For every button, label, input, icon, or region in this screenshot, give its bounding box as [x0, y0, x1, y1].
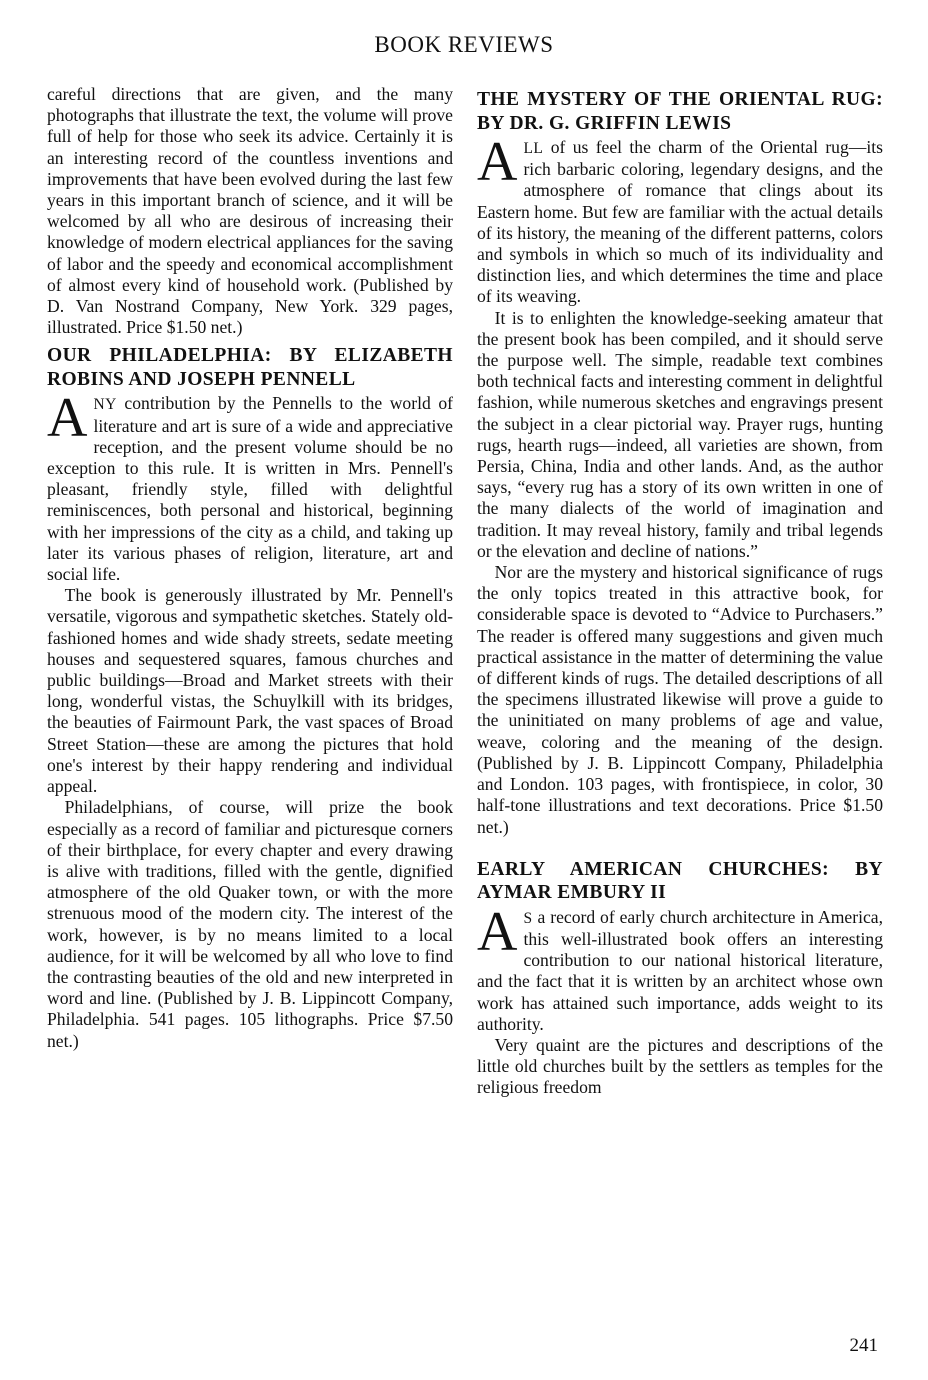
review-paragraph: It is to enlighten the knowledge-seeking amateur that the present book has been compiled, and it should serve the purpose well. The simple, readable text combines both technical facts and interesting comment in delightful fashion, while numerous sketches and engravings present the subject in a clear pictorial way. Prayer rugs, hunting rugs, hearth rugs—indeed, all varieties are shown, from Persia, China, India and other lands. And, as the author says, “every rug has a story of its own written in one of the many dialects of the world of imagination and tradition. It may reveal history, family and tribal legends or the elevation and decline of nations.” — [477, 307, 884, 561]
right-column — [477, 84, 883, 1099]
review-first-paragraph — [477, 131, 883, 308]
drop-cap: A — [477, 900, 518, 963]
left-column — [47, 84, 453, 1052]
running-head: BOOK REVIEWS — [374, 32, 554, 57]
review-our-philadelphia — [47, 344, 453, 1051]
drop-cap-continuation: LL — [523, 140, 544, 157]
review-title: THE MYSTERY OF THE ORIENTAL RUG: BY DR. G. GRIFFIN LEWIS — [477, 89, 883, 134]
review-first-paragraph — [47, 387, 453, 585]
drop-cap-continuation: S — [523, 909, 533, 927]
page-number: 241 — [849, 1335, 878, 1356]
review-paragraph: Very quaint are the pictures and descriptions of the little old churches built by the settlers as temples for the religious freedom — [477, 1034, 883, 1098]
first-paragraph-text: of us feel the charm of the Oriental rug—its rich barbaric coloring, legendary designs, and the atmosphere of romance that clings about its Eastern home. But few are familiar with the actual details of its history, the meaning of the different patterns, colors and symbols in which so much of its individuality and distinction lies, and which determines the time and place of its weaving. — [477, 137, 883, 307]
review-title: EARLY AMERICAN CHURCHES: BY AYMAR EMBURY II — [477, 858, 883, 904]
first-paragraph-text: a record of early church architecture in America, this well-illustrated book offers an interesting contribution to our national historical literature, and the fact that it is written by an architect whose own work has attained such importance, adds weight to its authority. — [477, 906, 883, 1034]
review-paragraph: Philadelphians, of course, will prize the book especially as a record of familiar and picturesque corners of their birthplace, for every chapter and every drawing is alive with traditions, filled with the gentle, dignified atmosphere of the old Quaker town, or with the more strenuous mood of the modern city. The interest of the work, however, is by no means limited to a local audience, for it will be welcomed by all who love to find the contrasting beauties of the old and new interpreted in word and line. (Published by J. B. Lippincott Company, Philadelphia. 541 pages. 105 lithographs. Price $7.50 net.) — [47, 797, 453, 1051]
review-paragraph: Nor are the mystery and historical significance of rugs the only topics treated in this attractive book, for considerable space is devoted to “Advice to Purchasers.” The reader is offered many suggestions and given much practical assistance in the matter of determining the value of different kinds of rugs. The detailed descriptions of all the specimens illustrated likewise will prove a guide to the uninitiated on many problems of age and value, weave, coloring and the meaning of the design. (Published by J. B. Lippincott Company, Philadelphia and London. 103 pages, with frontispiece, in color, 30 half-tone illustrations and text decorations. Price $1.50 net.) — [477, 562, 883, 837]
review-oriental-rug — [477, 88, 883, 838]
continued-review-text: careful directions that are given, and the many photographs that illustrate the text, the volume will prove full of help for those who seek its advice. Certainly it is an interesting record of the countless inventions and improvements that have been evolved during the last few years in this important branch of science, and it will be welcomed by all who are desirous of increasing their knowledge of modern electrical appliances for the saving of labor and the speedy and economical accomplishment of almost every kind of household work. (Published by D. Van Nostrand Company, New York. 329 pages, illustrated. Price $1.50 net.) — [47, 84, 453, 338]
drop-cap: A — [47, 387, 88, 450]
first-paragraph-text: contribution by the Pennells to the world of literature and art is sure of a wide and appreciative reception, and the present volume should be no exception to this rule. It is written in Mrs. Pennell's pleasant, friendly style, filled with delightful reminiscences, both personal and historical, beginning with her impressions of the city as a child, and taking up later its various phases of religion, literature, art and social life. — [47, 393, 453, 585]
review-title: OUR PHILADELPHIA: BY ELIZABETH ROBINS AND JOSEPH PENNELL — [47, 345, 453, 390]
review-paragraph: The book is generously illustrated by Mr. Pennell's versatile, vigorous and sympathetic sketches. Stately old-fashioned homes and wide shady streets, sedate meeting houses and sequestered squares, famous churches and public buildings—Broad and Market streets with their long, wonderful vistas, the Schuylkill with its bridges, the beauties of Fairmount Park, the vast spaces of Broad Street Station—these are among the pictures that hold one's interest by their happy rendering and individual appeal. — [47, 585, 453, 797]
drop-cap: A — [477, 131, 518, 193]
review-first-paragraph — [477, 900, 883, 1035]
drop-cap-continuation: NY — [93, 396, 117, 414]
review-early-american-churches — [477, 858, 883, 1099]
section-gap — [477, 838, 883, 854]
